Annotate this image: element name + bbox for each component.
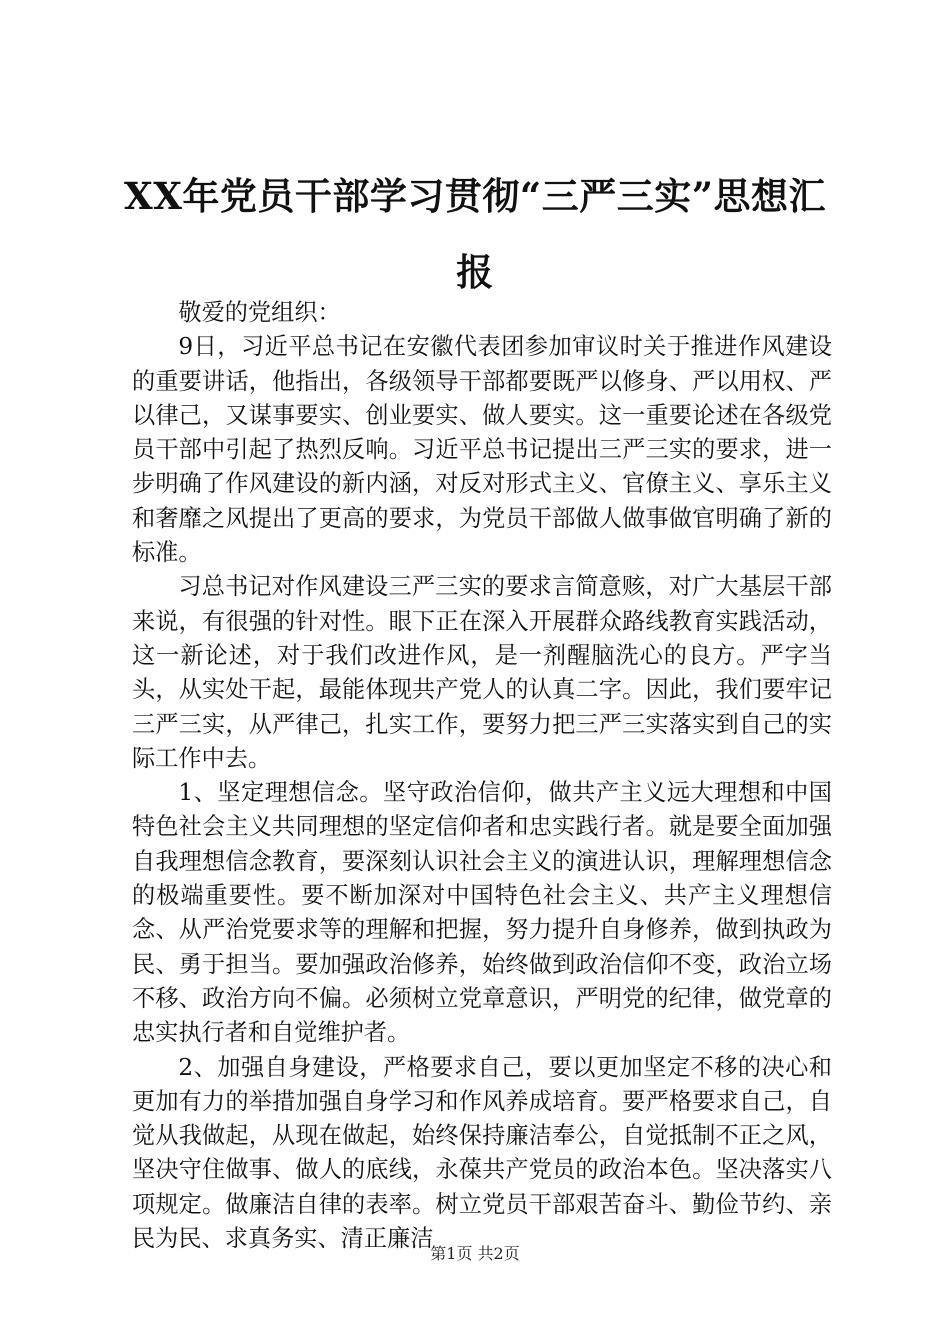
paragraph-3: 1、坚定理想信念。坚守政治信仰，做共产主义远大理想和中国特色社会主义共同理想的坚定信仰者和忠实践行者。就是要全面加强自我理想信念教育，要深刻认识社会主义的演进认识，理解理想信念的极端重要性。要不断加深对中国特色社会主义、共产主义理想信念、从严治党要求等的理解和把握，努力提升自身修养，做到执政为民、勇于担当。要加强政治修养，始终做到政治信仰不变，政治立场不移、政治方向不偏。必须树立党章意识，严明党的纪律，做党章的忠实执行者和自觉维护者。 bbox=[132, 779, 832, 1047]
salutation: 敬爱的党组织： bbox=[178, 299, 341, 326]
paragraph-1: 9日，习近平总书记在安徽代表团参加审议时关于推进作风建设的重要讲话，他指出，各级领导干部都要既严以修身、严以用权、严以律己，又谋事要实、创业要实、做人要实。这一重要论述在各级党员干部中引起了热烈反响。习近平总书记提出三严三实的要求，进一步明确了作风建设的新内涵，对反对形式主义、官僚主义、享乐主义和奢靡之风提出了更高的要求，为党员干部做人做事做官明确了新的标准。 bbox=[132, 333, 832, 567]
page-footer: 第1页 共2页 bbox=[430, 1244, 520, 1263]
document-body bbox=[132, 296, 832, 1256]
document-title: XX年党员干部学习贯彻“三严三实”思想汇报 bbox=[124, 174, 826, 294]
paragraph-2: 习总书记对作风建设三严三实的要求言简意赅，对广大基层干部来说，有很强的针对性。眼下正在深入开展群众路线教育实践活动，这一新论述，对于我们改进作风，是一剂醒脑洗心的良方。严字当头，从实处干起，最能体现共产党人的认真二字。因此，我们要牢记三严三实，从严律己，扎实工作，要努力把三严三实落实到自己的实际工作中去。 bbox=[132, 573, 832, 772]
paragraph-4: 2、加强自身建设，严格要求自己，要以更加坚定不移的决心和更加有力的举措加强自身学习和作风养成培育。要严格要求自己，自觉从我做起，从现在做起，始终保持廉洁奉公，自觉抵制不正之风，坚决守住做事、做人的底线，永葆共产党员的政治本色。坚决落实八项规定。做廉洁自律的表率。树立党员干部艰苦奋斗、勤俭节约、亲民为民、求真务实、清正廉洁 bbox=[132, 1053, 832, 1253]
